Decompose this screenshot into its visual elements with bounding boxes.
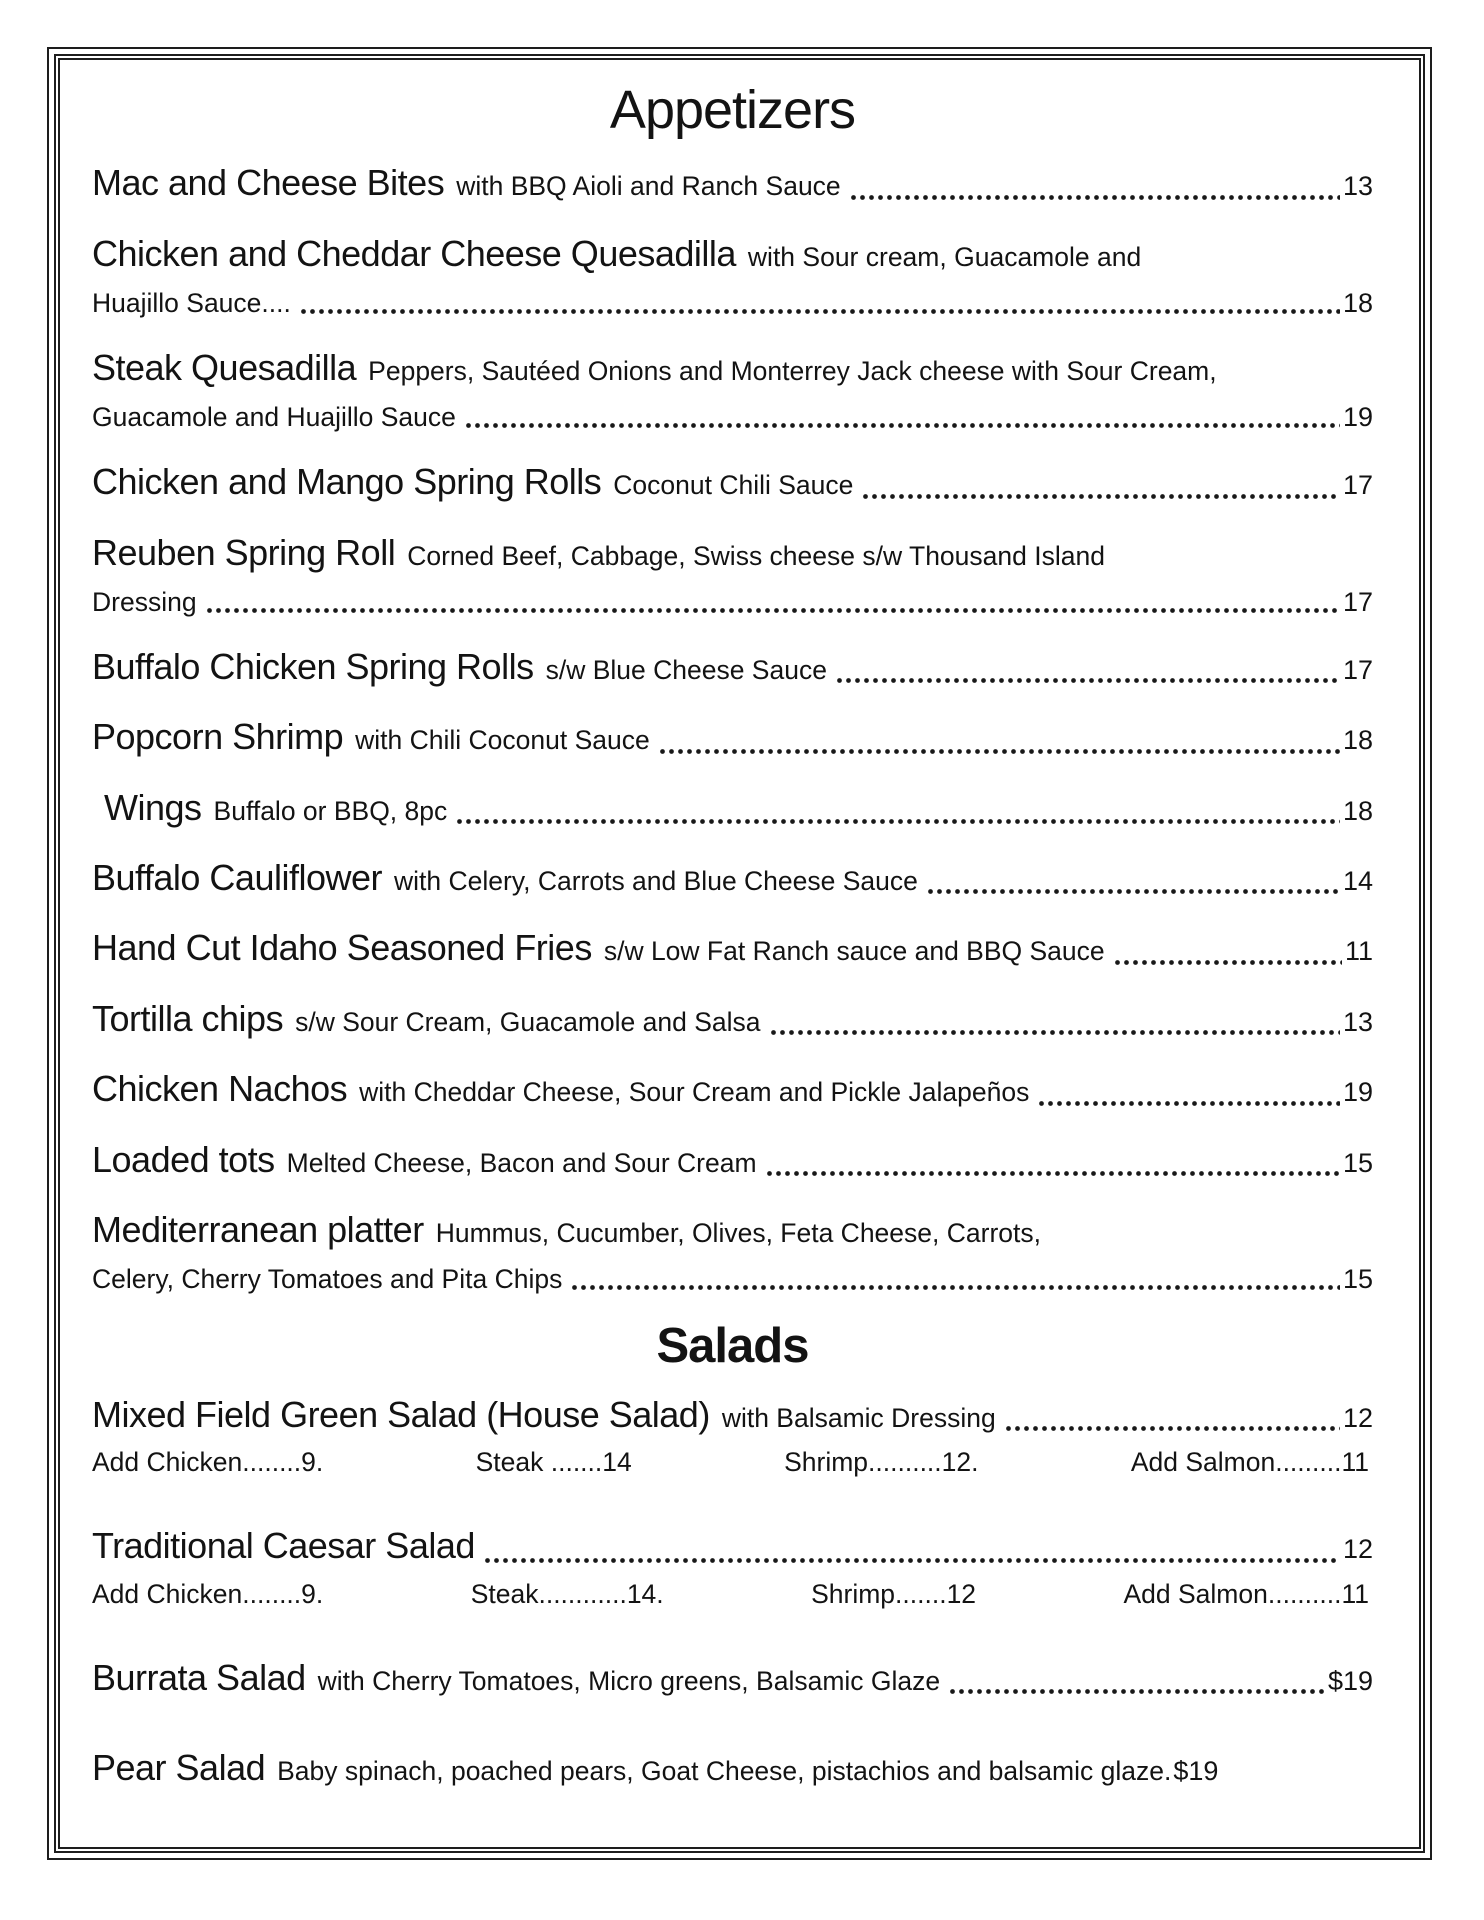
item-price: 17	[1342, 587, 1373, 618]
dot-leader	[948, 1666, 1325, 1696]
item-line	[92, 343, 1373, 393]
item-line	[92, 528, 1373, 578]
addon-salmon: Add Salmon..........11	[1123, 1578, 1369, 1609]
item-price: 14	[1342, 865, 1373, 896]
item-desc: with BBQ Aioli and Ranch Sauce	[456, 171, 841, 202]
menu-item-chicken-nachos	[92, 1064, 1373, 1114]
item-line	[92, 1521, 1373, 1571]
addon-chicken: Add Chicken........9.	[92, 1447, 324, 1478]
item-price: 13	[1342, 1006, 1373, 1037]
menu-item-popcorn-shrimp	[92, 712, 1373, 762]
menu-item-chicken-cheddar-quesadilla	[92, 229, 1373, 323]
menu-item-buffalo-cauliflower	[92, 853, 1373, 903]
item-name: Chicken and Cheddar Cheese Quesadilla	[92, 232, 736, 274]
item-price: 15	[1342, 1264, 1373, 1295]
item-desc: Corned Beef, Cabbage, Swiss cheese s/w Thousand Island	[407, 540, 1105, 571]
item-price: 12	[1342, 1534, 1373, 1565]
item-desc: s/w Sour Cream, Guacamole and Salsa	[295, 1006, 761, 1037]
dot-leader	[205, 585, 1340, 615]
item-price: 15	[1342, 1147, 1373, 1178]
item-line	[92, 1390, 1373, 1440]
item-line	[92, 1064, 1373, 1114]
item-line-continued	[92, 399, 1373, 437]
item-line-continued	[92, 285, 1373, 323]
item-name: Reuben Spring Roll	[92, 531, 396, 573]
item-name: Burrata Salad	[92, 1656, 306, 1698]
item-line	[92, 457, 1373, 507]
item-name: Buffalo Cauliflower	[92, 856, 382, 898]
item-price: 13	[1342, 171, 1373, 202]
item-name: Loaded tots	[92, 1138, 275, 1180]
item-name: Chicken Nachos	[92, 1068, 348, 1110]
menu-item-burrata-salad	[92, 1653, 1373, 1703]
dot-leader	[1004, 1403, 1340, 1433]
item-desc: Hummus, Cucumber, Olives, Feta Cheese, Carrots,	[435, 1217, 1041, 1248]
item-name: Mac and Cheese Bites	[92, 162, 445, 204]
item-name: Buffalo Chicken Spring Rolls	[92, 645, 534, 687]
item-price: 18	[1342, 288, 1373, 319]
item-desc: Peppers, Sautéed Onions and Monterrey Jack cheese with Sour Cream,	[368, 356, 1217, 387]
item-desc-continued: Dressing	[92, 587, 197, 618]
item-price: 17	[1342, 470, 1373, 501]
addon-salmon: Add Salmon.........11	[1130, 1447, 1369, 1478]
item-desc: Buffalo or BBQ, 8pc	[213, 795, 448, 826]
item-line	[92, 712, 1373, 762]
item-name: Hand Cut Idaho Seasoned Fries	[92, 927, 592, 969]
dot-leader	[1113, 937, 1342, 967]
addon-shrimp: Shrimp.......12	[811, 1578, 977, 1609]
item-price: 11	[1344, 936, 1373, 967]
section-title-salads: Salads	[656, 1319, 809, 1374]
item-line	[92, 1135, 1373, 1185]
item-desc: with Celery, Carrots and Blue Cheese Sauce	[394, 865, 918, 896]
menu-item-mac-and-cheese-bites	[92, 158, 1373, 208]
item-line	[92, 229, 1373, 279]
item-price: 19	[1342, 402, 1373, 433]
page-border-inner	[54, 54, 1425, 1853]
item-line	[92, 1743, 1373, 1793]
item-line	[92, 994, 1373, 1044]
menu-item-pear-salad	[92, 1743, 1373, 1793]
dot-leader	[299, 286, 1340, 316]
dot-leader	[849, 172, 1340, 202]
item-price: 17	[1342, 654, 1373, 685]
addon-steak: Steak .......14	[475, 1447, 632, 1478]
item-line	[92, 923, 1373, 973]
item-line	[92, 158, 1373, 208]
menu-item-reuben-spring-roll	[92, 528, 1373, 622]
item-line	[92, 1653, 1373, 1703]
item-price: 19	[1342, 1077, 1373, 1108]
addon-options-row	[92, 1576, 1373, 1613]
item-name: Mediterranean platter	[92, 1208, 424, 1250]
item-name: Popcorn Shrimp	[92, 716, 344, 758]
item-desc: with Balsamic Dressing	[721, 1403, 996, 1433]
item-desc: with Sour cream, Guacamole and	[747, 241, 1142, 272]
section-title-appetizers: Appetizers	[609, 80, 856, 140]
item-desc: s/w Low Fat Ranch sauce and BBQ Sauce	[603, 936, 1105, 967]
item-name: Wings	[104, 786, 202, 828]
menu-item-wings	[92, 783, 1373, 833]
item-desc: s/w Blue Cheese Sauce	[545, 654, 827, 685]
item-line	[92, 853, 1373, 903]
addon-shrimp: Shrimp..........12.	[784, 1447, 979, 1478]
item-price: $19	[1327, 1665, 1373, 1696]
dot-leader	[765, 1148, 1340, 1178]
menu-item-buffalo-chicken-spring-rolls	[92, 642, 1373, 692]
item-name: Tortilla chips	[92, 997, 284, 1039]
item-name: Chicken and Mango Spring Rolls	[92, 461, 602, 503]
menu-item-chicken-mango-spring-rolls	[92, 457, 1373, 507]
menu-item-tortilla-chips	[92, 994, 1373, 1044]
dot-leader	[658, 726, 1340, 756]
item-price: 18	[1342, 795, 1373, 826]
dot-leader	[769, 1007, 1340, 1037]
item-desc: Melted Cheese, Bacon and Sour Cream	[286, 1147, 757, 1178]
item-name: Traditional Caesar Salad	[92, 1525, 475, 1567]
item-desc: with Cheddar Cheese, Sour Cream and Pickle Jalapeños	[359, 1077, 1030, 1108]
dot-leader	[455, 796, 1340, 826]
menu-item-mixed-field-green-salad	[92, 1390, 1373, 1481]
menu-item-steak-quesadilla	[92, 343, 1373, 437]
item-line	[92, 783, 1373, 833]
item-name: Mixed Field Green Salad (House Salad)	[92, 1394, 710, 1435]
item-desc-continued: Huajillo Sauce....	[92, 288, 291, 319]
item-name: Steak Quesadilla	[92, 347, 357, 389]
dot-leader	[570, 1262, 1340, 1292]
menu-item-loaded-tots	[92, 1135, 1373, 1185]
addon-chicken: Add Chicken........9.	[92, 1578, 324, 1609]
item-desc: with Cherry Tomatoes, Micro greens, Balsamic Glaze	[317, 1665, 941, 1696]
item-desc: Baby spinach, poached pears, Goat Cheese, pistachios and balsamic glaze.	[277, 1756, 1172, 1787]
page-border-outer	[47, 47, 1432, 1860]
dot-leader	[835, 655, 1340, 685]
item-line-continued	[92, 584, 1373, 622]
item-line	[92, 1205, 1373, 1255]
dot-leader	[861, 471, 1340, 501]
item-desc: Coconut Chili Sauce	[613, 470, 854, 501]
item-price: 18	[1342, 725, 1373, 756]
dot-leader	[926, 866, 1340, 896]
dot-leader	[464, 400, 1340, 430]
item-desc: with Chili Coconut Sauce	[355, 725, 650, 756]
item-price: 12	[1342, 1403, 1373, 1433]
menu-item-traditional-caesar-salad	[92, 1521, 1373, 1612]
menu-item-mediterranean-platter	[92, 1205, 1373, 1299]
dot-leader	[1037, 1078, 1340, 1108]
item-price: $19	[1173, 1756, 1219, 1787]
item-line-continued	[92, 1261, 1373, 1299]
dot-leader	[483, 1535, 1340, 1565]
item-desc-continued: Guacamole and Huajillo Sauce	[92, 402, 456, 433]
menu-item-hand-cut-idaho-fries	[92, 923, 1373, 973]
addon-steak: Steak............14.	[470, 1578, 664, 1609]
addon-options-row	[92, 1444, 1373, 1481]
item-line	[92, 642, 1373, 692]
item-desc-continued: Celery, Cherry Tomatoes and Pita Chips	[92, 1264, 563, 1295]
item-name: Pear Salad	[92, 1747, 266, 1789]
